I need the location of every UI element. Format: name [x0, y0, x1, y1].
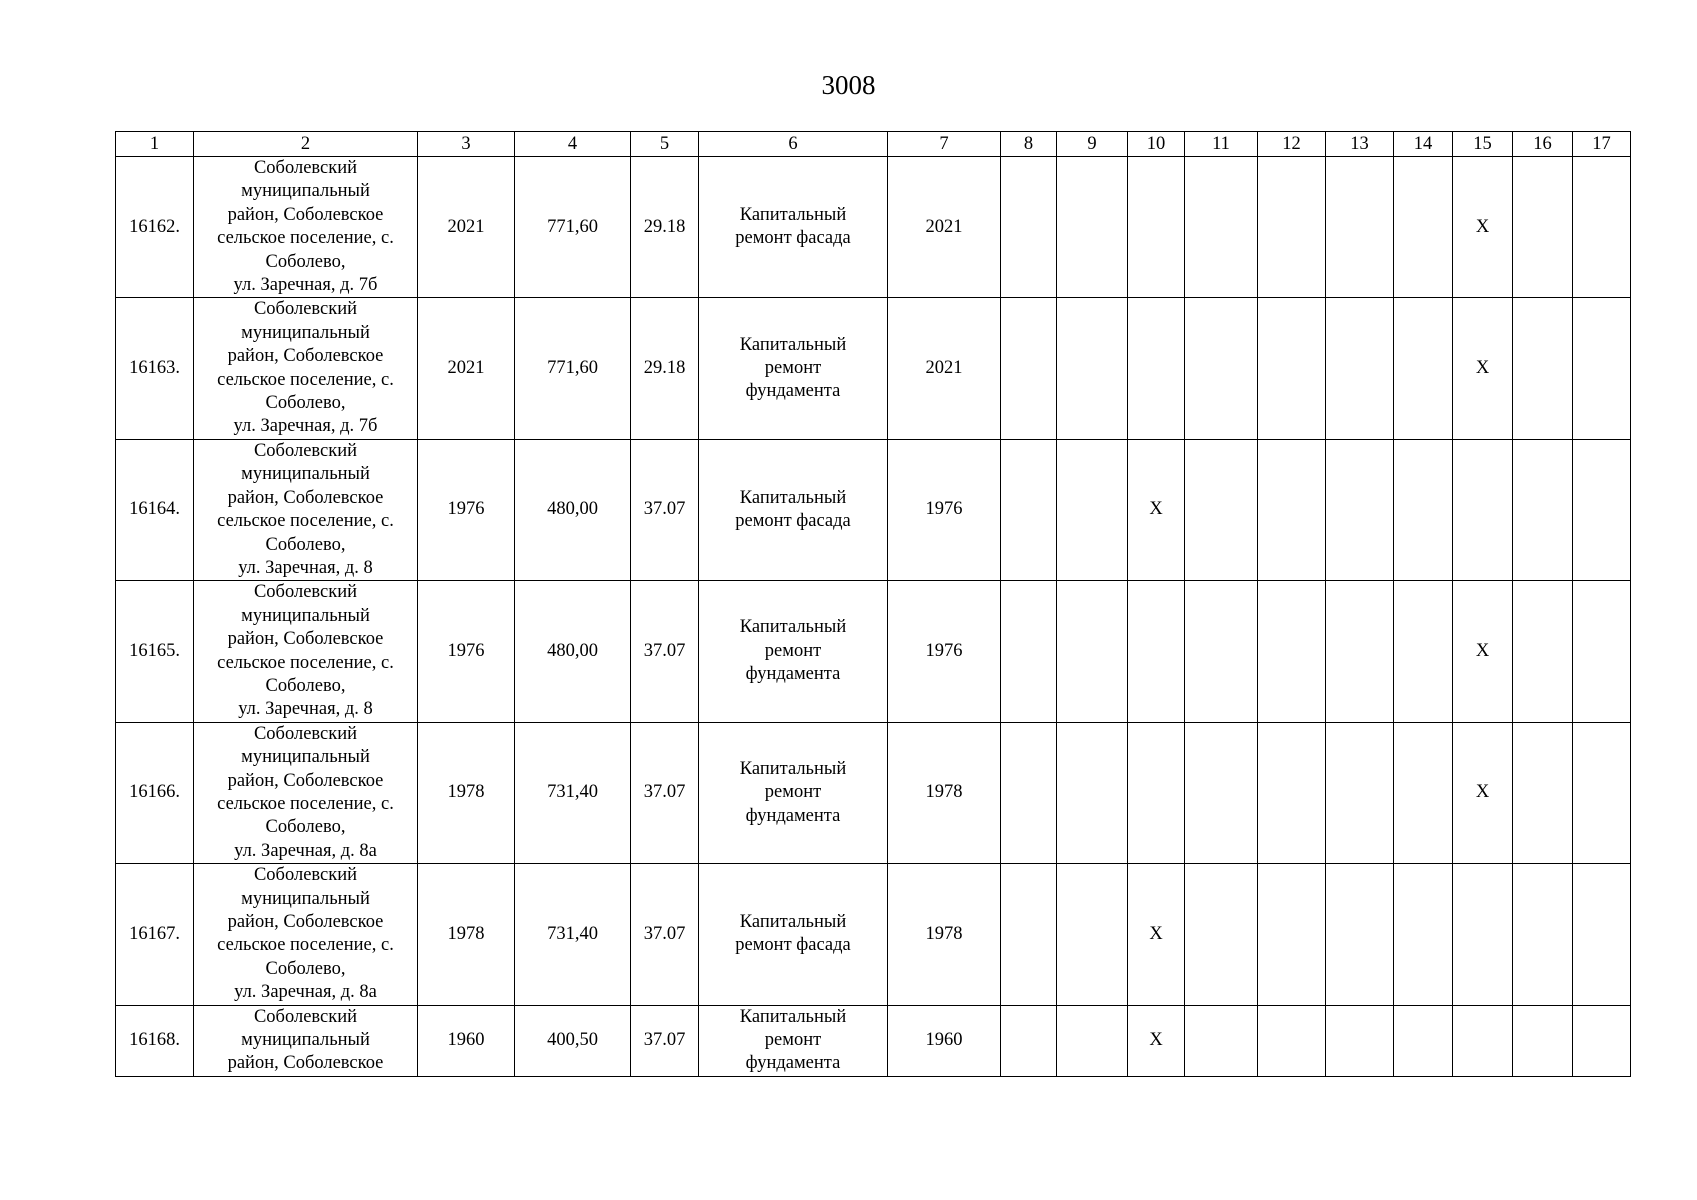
col-14-cell: [1394, 439, 1453, 580]
col-17-cell: [1573, 581, 1631, 722]
address-cell: Соболевский муниципальный район, Соболевское сельское поселение, с. Соболево, ул. Заречная, д. 8: [194, 581, 418, 722]
column-header-7: 7: [888, 132, 1001, 157]
column-header-9: 9: [1057, 132, 1128, 157]
table-row: [116, 439, 1631, 580]
col-14-cell: [1394, 864, 1453, 1005]
col-9-cell: [1057, 298, 1128, 439]
build-year-cell: 1976: [418, 439, 515, 580]
col-17-cell: [1573, 298, 1631, 439]
col-11-cell: [1185, 581, 1258, 722]
col-12-cell: [1258, 722, 1326, 863]
col-16-cell: [1513, 439, 1573, 580]
address-cell: Соболевский муниципальный район, Соболевское сельское поселение, с. Соболево, ул. Заречная, д. 8а: [194, 722, 418, 863]
col-10-cell: [1128, 157, 1185, 298]
column-header-12: 12: [1258, 132, 1326, 157]
work-type-cell: Капитальный ремонт фундамента: [699, 722, 888, 863]
plan-year-cell: 1960: [888, 1005, 1001, 1076]
col-9-cell: [1057, 722, 1128, 863]
col-8-cell: [1001, 1005, 1057, 1076]
col-11-cell: [1185, 722, 1258, 863]
code-cell: 37.07: [631, 864, 699, 1005]
col-12-cell: [1258, 1005, 1326, 1076]
address-cell: Соболевский муниципальный район, Соболевское: [194, 1005, 418, 1076]
column-header-1: 1: [116, 132, 194, 157]
row-number: 16164.: [116, 439, 194, 580]
col-10-cell: X: [1128, 439, 1185, 580]
table-row: [116, 298, 1631, 439]
col-11-cell: [1185, 1005, 1258, 1076]
work-type-cell: Капитальный ремонт фундамента: [699, 581, 888, 722]
work-type-cell: Капитальный ремонт фундамента: [699, 1005, 888, 1076]
code-cell: 37.07: [631, 722, 699, 863]
build-year-cell: 1978: [418, 864, 515, 1005]
col-17-cell: [1573, 864, 1631, 1005]
row-number: 16166.: [116, 722, 194, 863]
build-year-cell: 2021: [418, 157, 515, 298]
col-10-cell: [1128, 298, 1185, 439]
col-8-cell: [1001, 722, 1057, 863]
column-header-14: 14: [1394, 132, 1453, 157]
area-cell: 771,60: [515, 298, 631, 439]
column-header-13: 13: [1326, 132, 1394, 157]
table-row: [116, 581, 1631, 722]
col-8-cell: [1001, 864, 1057, 1005]
column-header-4: 4: [515, 132, 631, 157]
build-year-cell: 2021: [418, 298, 515, 439]
column-header-16: 16: [1513, 132, 1573, 157]
col-16-cell: [1513, 1005, 1573, 1076]
work-type-cell: Капитальный ремонт фасада: [699, 864, 888, 1005]
column-header-8: 8: [1001, 132, 1057, 157]
col-17-cell: [1573, 157, 1631, 298]
col-16-cell: [1513, 864, 1573, 1005]
col-15-cell: X: [1453, 581, 1513, 722]
col-16-cell: [1513, 298, 1573, 439]
col-13-cell: [1326, 864, 1394, 1005]
col-9-cell: [1057, 439, 1128, 580]
code-cell: 29.18: [631, 298, 699, 439]
col-16-cell: [1513, 157, 1573, 298]
address-cell: Соболевский муниципальный район, Соболевское сельское поселение, с. Соболево, ул. Заречная, д. 7б: [194, 157, 418, 298]
row-number: 16167.: [116, 864, 194, 1005]
col-16-cell: [1513, 722, 1573, 863]
col-17-cell: [1573, 439, 1631, 580]
row-number: 16162.: [116, 157, 194, 298]
col-15-cell: [1453, 439, 1513, 580]
table-row: [116, 1005, 1631, 1076]
work-type-cell: Капитальный ремонт фасада: [699, 439, 888, 580]
area-cell: 731,40: [515, 864, 631, 1005]
address-cell: Соболевский муниципальный район, Соболевское сельское поселение, с. Соболево, ул. Заречная, д. 7б: [194, 298, 418, 439]
table-row: [116, 157, 1631, 298]
col-8-cell: [1001, 439, 1057, 580]
table-row: [116, 864, 1631, 1005]
area-cell: 480,00: [515, 439, 631, 580]
plan-year-cell: 1976: [888, 439, 1001, 580]
data-table: [115, 131, 1631, 1077]
col-12-cell: [1258, 298, 1326, 439]
build-year-cell: 1978: [418, 722, 515, 863]
column-header-5: 5: [631, 132, 699, 157]
column-header-3: 3: [418, 132, 515, 157]
col-12-cell: [1258, 439, 1326, 580]
col-11-cell: [1185, 864, 1258, 1005]
col-13-cell: [1326, 1005, 1394, 1076]
col-14-cell: [1394, 1005, 1453, 1076]
col-11-cell: [1185, 157, 1258, 298]
address-cell: Соболевский муниципальный район, Соболевское сельское поселение, с. Соболево, ул. Заречная, д. 8: [194, 439, 418, 580]
col-11-cell: [1185, 439, 1258, 580]
col-15-cell: X: [1453, 722, 1513, 863]
table-row: [116, 722, 1631, 863]
plan-year-cell: 2021: [888, 157, 1001, 298]
work-type-cell: Капитальный ремонт фундамента: [699, 298, 888, 439]
col-15-cell: X: [1453, 157, 1513, 298]
code-cell: 37.07: [631, 1005, 699, 1076]
col-9-cell: [1057, 864, 1128, 1005]
col-9-cell: [1057, 157, 1128, 298]
area-cell: 400,50: [515, 1005, 631, 1076]
table-body: [116, 157, 1631, 1077]
col-17-cell: [1573, 1005, 1631, 1076]
col-9-cell: [1057, 1005, 1128, 1076]
row-number: 16165.: [116, 581, 194, 722]
col-13-cell: [1326, 157, 1394, 298]
col-17-cell: [1573, 722, 1631, 863]
row-number: 16168.: [116, 1005, 194, 1076]
col-8-cell: [1001, 581, 1057, 722]
column-header-11: 11: [1185, 132, 1258, 157]
code-cell: 29.18: [631, 157, 699, 298]
col-13-cell: [1326, 298, 1394, 439]
work-type-cell: Капитальный ремонт фасада: [699, 157, 888, 298]
code-cell: 37.07: [631, 581, 699, 722]
col-12-cell: [1258, 157, 1326, 298]
column-header-15: 15: [1453, 132, 1513, 157]
col-12-cell: [1258, 581, 1326, 722]
col-15-cell: [1453, 1005, 1513, 1076]
col-9-cell: [1057, 581, 1128, 722]
col-10-cell: X: [1128, 1005, 1185, 1076]
plan-year-cell: 1978: [888, 864, 1001, 1005]
plan-year-cell: 1978: [888, 722, 1001, 863]
col-12-cell: [1258, 864, 1326, 1005]
col-10-cell: X: [1128, 864, 1185, 1005]
col-16-cell: [1513, 581, 1573, 722]
column-header-17: 17: [1573, 132, 1631, 157]
plan-year-cell: 2021: [888, 298, 1001, 439]
header-row: [116, 132, 1631, 157]
col-15-cell: [1453, 864, 1513, 1005]
col-13-cell: [1326, 722, 1394, 863]
address-cell: Соболевский муниципальный район, Соболевское сельское поселение, с. Соболево, ул. Заречная, д. 8а: [194, 864, 418, 1005]
area-cell: 731,40: [515, 722, 631, 863]
col-8-cell: [1001, 157, 1057, 298]
column-header-2: 2: [194, 132, 418, 157]
col-8-cell: [1001, 298, 1057, 439]
col-14-cell: [1394, 157, 1453, 298]
col-14-cell: [1394, 581, 1453, 722]
area-cell: 771,60: [515, 157, 631, 298]
col-11-cell: [1185, 298, 1258, 439]
col-14-cell: [1394, 298, 1453, 439]
col-13-cell: [1326, 581, 1394, 722]
code-cell: 37.07: [631, 439, 699, 580]
col-13-cell: [1326, 439, 1394, 580]
area-cell: 480,00: [515, 581, 631, 722]
column-header-6: 6: [699, 132, 888, 157]
col-10-cell: [1128, 722, 1185, 863]
build-year-cell: 1976: [418, 581, 515, 722]
page-number: 3008: [821, 70, 876, 100]
col-14-cell: [1394, 722, 1453, 863]
build-year-cell: 1960: [418, 1005, 515, 1076]
col-10-cell: [1128, 581, 1185, 722]
column-header-10: 10: [1128, 132, 1185, 157]
col-15-cell: X: [1453, 298, 1513, 439]
row-number: 16163.: [116, 298, 194, 439]
plan-year-cell: 1976: [888, 581, 1001, 722]
